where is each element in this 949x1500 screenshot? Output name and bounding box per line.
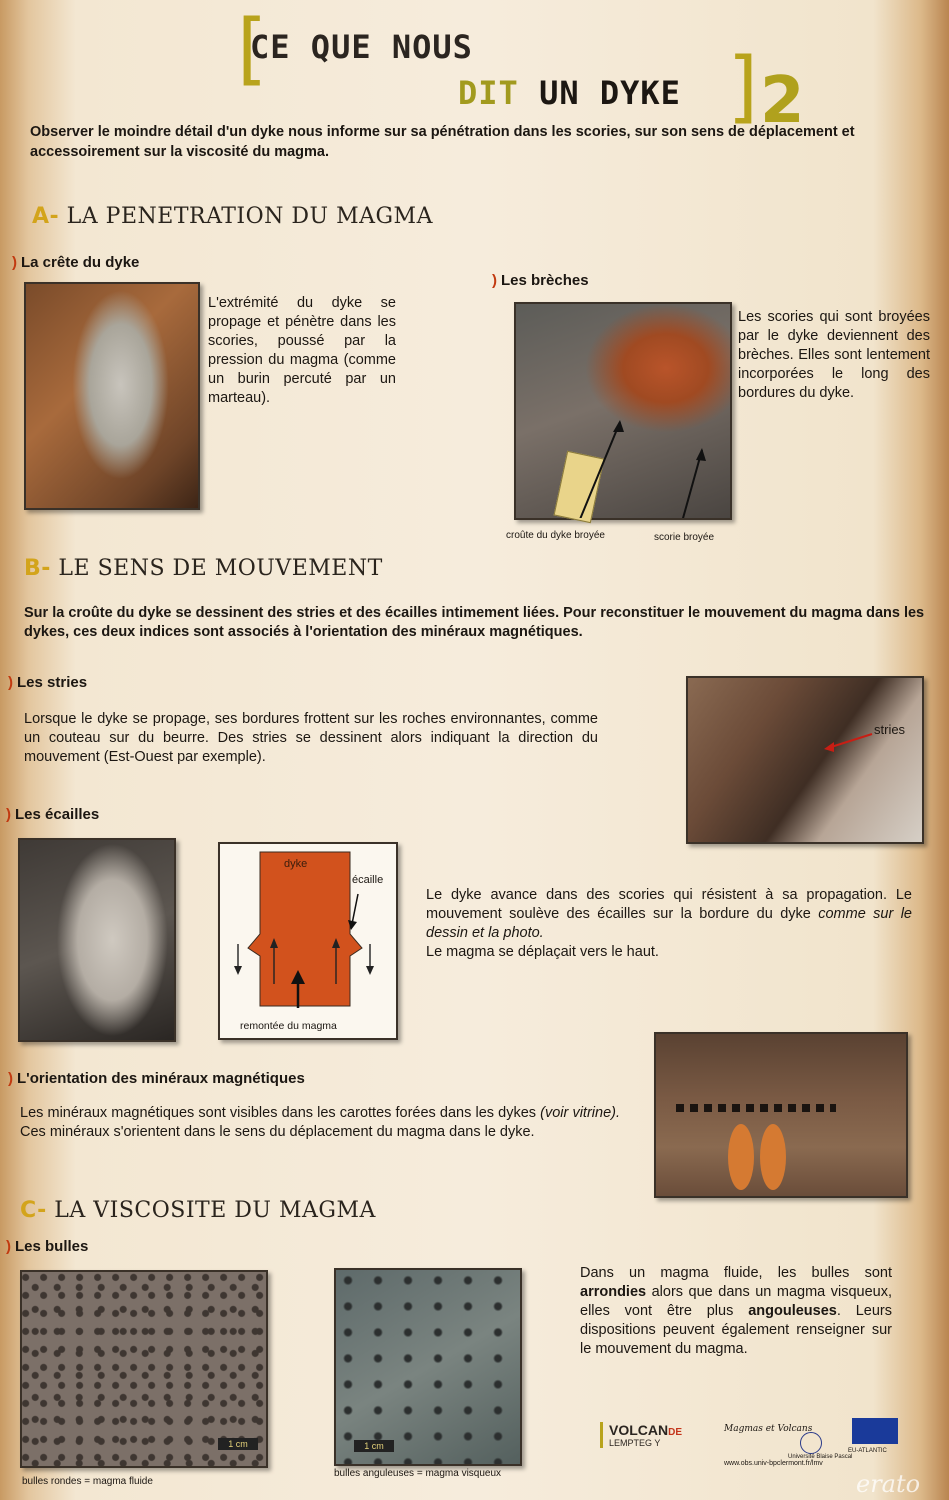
ecailles-text-2: Le magma se déplaçait vers le haut. [426, 944, 659, 960]
ecailles-text [426, 886, 912, 962]
ecailles-text-italic: comme sur le dessin et la photo. [426, 906, 912, 941]
logo-eu-atlantic: EU-ATLANTIC [848, 1448, 887, 1454]
title-word-dyke: UN DYKE [539, 74, 681, 112]
subheading-bulles: ) Les bulles [6, 1238, 89, 1255]
subheading-stries: ) Les stries [8, 674, 88, 691]
panel-number: 2 [760, 64, 805, 138]
caption-angular-bubbles: bulles anguleuses = magma visqueux [334, 1468, 502, 1479]
photo-angular-bubbles [334, 1268, 522, 1466]
title-line-1: CE QUE NOUS [250, 28, 473, 66]
mineraux-text-1: Les minéraux magnétiques sont visibles dans les carottes forées dans les dykes [20, 1105, 537, 1121]
title-line-2 [458, 74, 681, 112]
scale-bar-1: 1 cm [218, 1438, 258, 1450]
intro-text: Observer le moindre détail d'un dyke nous informe sur sa pénétration dans les scories, sur son sens de déplacement et accessoirement sur la viscosité du magma. [30, 124, 855, 160]
tick-icon: ) [8, 1070, 13, 1087]
photo-breccia [514, 302, 732, 520]
watermark: erato [856, 1470, 921, 1498]
subheading-breches: ) Les brèches [492, 272, 589, 289]
scales-diagram [218, 842, 398, 1040]
mineraux-text-2: Ces minéraux s'orientent dans le sens du déplacement du magma dans le dyke. [20, 1124, 535, 1140]
scale-bar-2: 1 cm [354, 1440, 394, 1452]
tick-icon: ) [492, 272, 497, 289]
bulles-text: Dans un magma fluide, les bulles sont arrondies alors que dans un magma visqueux, elles vont être plus angouleuses. Leurs dispositions peuvent également renseigner sur le mouvement du magma. [580, 1265, 893, 1357]
section-c-title: LA VISCOSITE DU MAGMA [54, 1198, 376, 1223]
title-bracket-left: [ [226, 4, 273, 94]
photo-round-bubbles [20, 1270, 268, 1468]
tick-icon: ) [6, 806, 11, 823]
logo-ubp: Université Blaise Pascal [788, 1454, 853, 1460]
footer-url: www.obs.univ-bpclermont.fr/lmv [724, 1460, 823, 1467]
diagram-label-remontee: remontée du magma [240, 1020, 337, 1032]
caption-scorie: scorie broyée [654, 532, 715, 543]
section-a-heading [32, 204, 433, 229]
logo-magmas-volcans: Magmas et Volcans [724, 1424, 813, 1434]
stries-arrow [688, 678, 922, 842]
diagram-label-dyke: dyke [284, 858, 308, 870]
logo-ubp-icon [800, 1432, 822, 1454]
section-a-title: LA PENETRATION DU MAGMA [66, 204, 433, 229]
breccia-arrows [516, 304, 730, 518]
breches-text: Les scories qui sont broyées par le dyke deviennent des brèches. Elles sont lentement incorporées le long des bordures du dyke. [738, 309, 930, 401]
section-c-letter: C- [20, 1198, 47, 1223]
photo-scales [18, 838, 176, 1042]
logo-volcan-lemptegy: VOLCANDE LEMPTEG Y [600, 1422, 682, 1448]
stries-label: stries [874, 722, 906, 737]
subheading-ecailles: ) Les écailles [6, 806, 100, 823]
core-sample-1 [728, 1124, 754, 1190]
section-b-title: LE SENS DE MOUVEMENT [58, 556, 383, 581]
core-holes-row [676, 1104, 836, 1112]
tick-icon: ) [12, 254, 17, 271]
tick-icon: ) [6, 1238, 11, 1255]
crete-text: L'extrémité du dyke se propage et pénètre dans les scories, poussé par la pression du magma (comme un burin percuté par un marteau). [208, 295, 396, 406]
diagram-label-ecaille: écaille [352, 874, 384, 886]
mineraux-text-italic: (voir vitrine). [540, 1105, 620, 1121]
caption-round-bubbles: bulles rondes = magma fluide [22, 1476, 153, 1487]
caption-croute: croûte du dyke broyée [506, 530, 605, 541]
photo-dyke-crest [24, 282, 200, 510]
subheading-mineraux: ) L'orientation des minéraux magnétiques [8, 1070, 305, 1087]
photo-magnetic-cores [654, 1032, 908, 1198]
section-b-heading [24, 556, 383, 581]
section-a-letter: A- [32, 204, 60, 229]
section-c-heading [20, 1198, 376, 1223]
core-sample-2 [760, 1124, 786, 1190]
stries-text: Lorsque le dyke se propage, ses bordures frottent sur les roches environnantes, comme un couteau sur du beurre. Des stries se dessinent alors indiquant la direction du mouvement (Est-Ouest par exemple). [24, 711, 598, 765]
tick-icon: ) [8, 674, 13, 691]
subheading-crete: ) La crête du dyke [12, 254, 140, 271]
title-word-dit: DIT [458, 74, 519, 112]
section-b-letter: B- [24, 556, 51, 581]
title-bracket-right: ] [722, 42, 769, 132]
ecailles-text-1: Le dyke avance dans des scories qui résistent à sa propagation. Le mouvement soulève des écailles sur la bordure du dyke [426, 887, 912, 922]
section-b-intro: Sur la croûte du dyke se dessinent des stries et des écailles intimement liées. Pour reconstituer le mouvement du magma dans les dykes, ces deux indices sont associés à l'orientation des minéraux magnétiques. [24, 605, 925, 640]
photo-striations [686, 676, 924, 844]
mineraux-text [20, 1104, 620, 1142]
eu-flag-icon [852, 1418, 898, 1444]
